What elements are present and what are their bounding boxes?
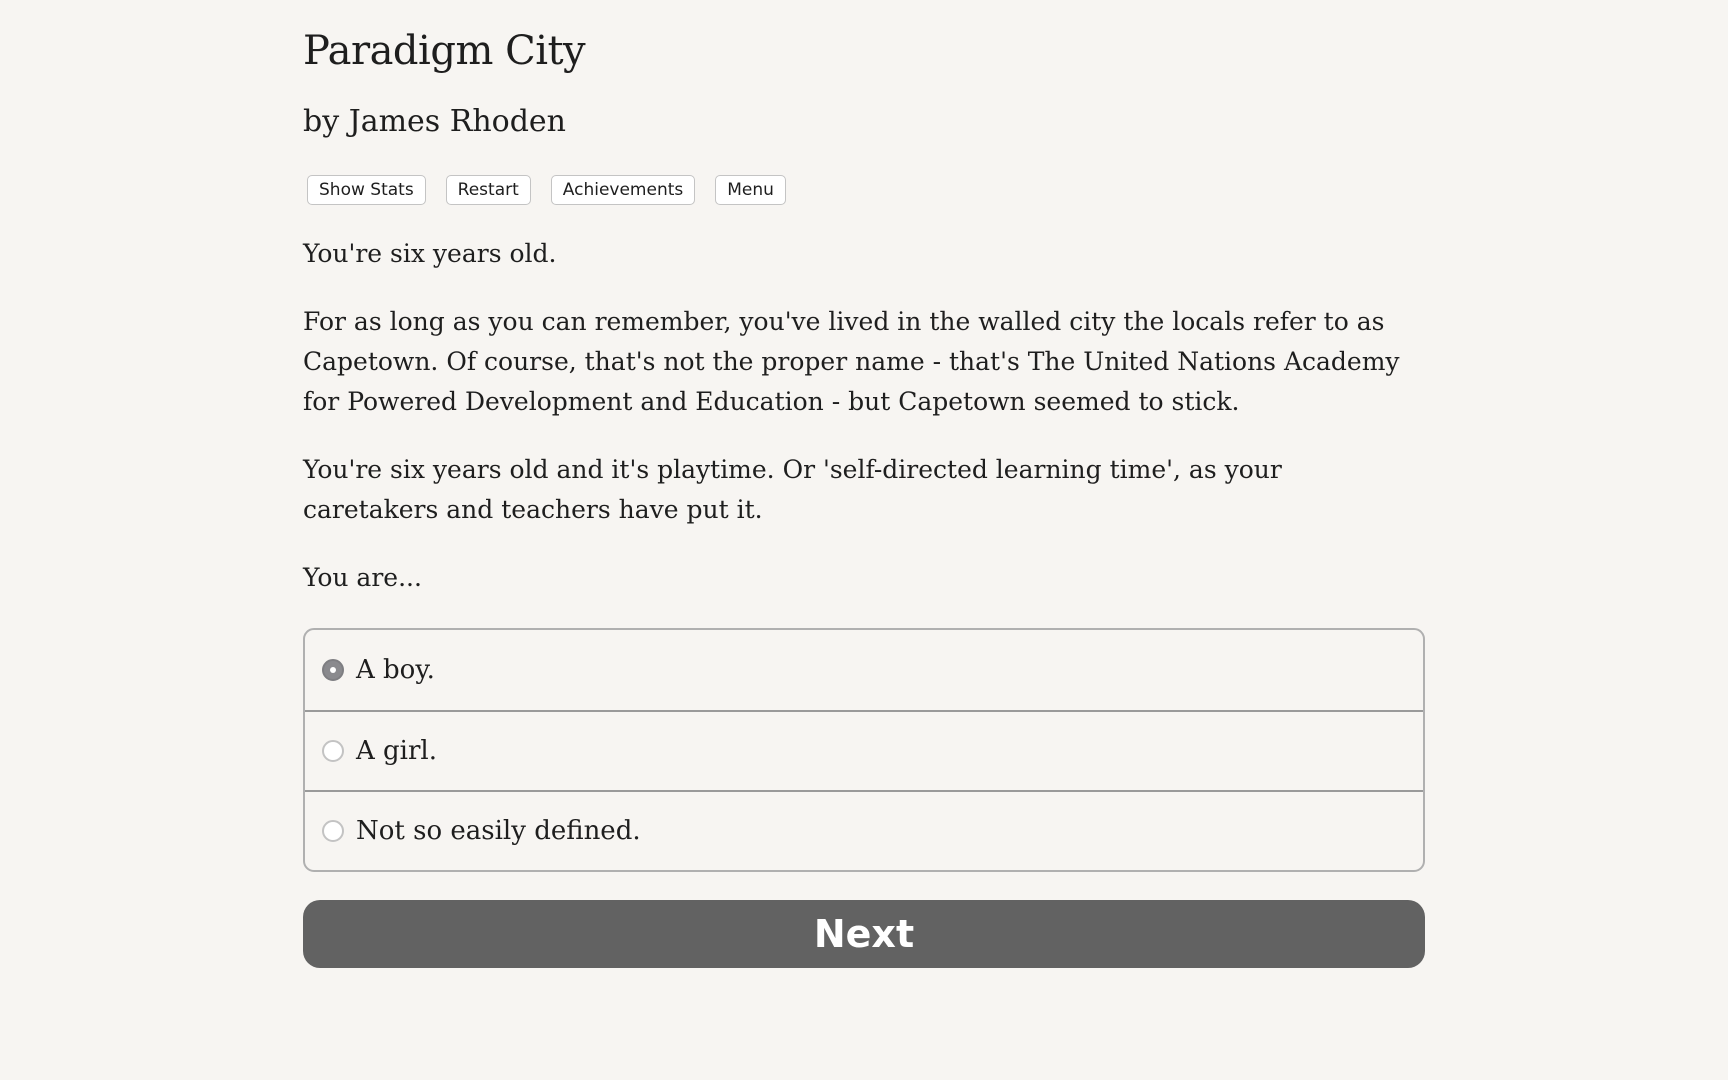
choice-option-undefined[interactable] xyxy=(305,790,1423,870)
story-prompt: You are... xyxy=(303,563,422,592)
menu-button[interactable]: Menu xyxy=(715,175,786,205)
toolbar xyxy=(307,175,786,205)
story-paragraph: You're six years old. xyxy=(303,239,557,268)
radio-selected-icon[interactable] xyxy=(322,659,344,681)
achievements-button[interactable]: Achievements xyxy=(551,175,695,205)
choice-label: A girl. xyxy=(356,736,438,766)
choice-label: A boy. xyxy=(356,655,435,685)
story-paragraph: For as long as you can remember, you've lived in the walled city the locals refer to as Capetown. Of course, that's not the proper name - that's The United Nations Academy for Powered Development and Education - but Capetown seemed to stick. xyxy=(303,307,1400,416)
story-paragraph: You're six years old and it's playtime. Or 'self-directed learning time', as your caretakers and teachers have put it. xyxy=(303,455,1282,524)
show-stats-button[interactable]: Show Stats xyxy=(307,175,426,205)
radio-icon[interactable] xyxy=(322,820,344,842)
choice-option-girl[interactable] xyxy=(305,710,1423,790)
game-author: by James Rhoden xyxy=(303,104,566,139)
game-title: Paradigm City xyxy=(303,28,586,74)
next-button[interactable]: Next xyxy=(303,900,1425,968)
story-text xyxy=(303,234,1425,626)
choice-label: Not so easily defined. xyxy=(356,816,641,846)
choice-list xyxy=(303,628,1425,872)
radio-icon[interactable] xyxy=(322,740,344,762)
choice-option-boy[interactable] xyxy=(305,630,1423,710)
restart-button[interactable]: Restart xyxy=(446,175,531,205)
